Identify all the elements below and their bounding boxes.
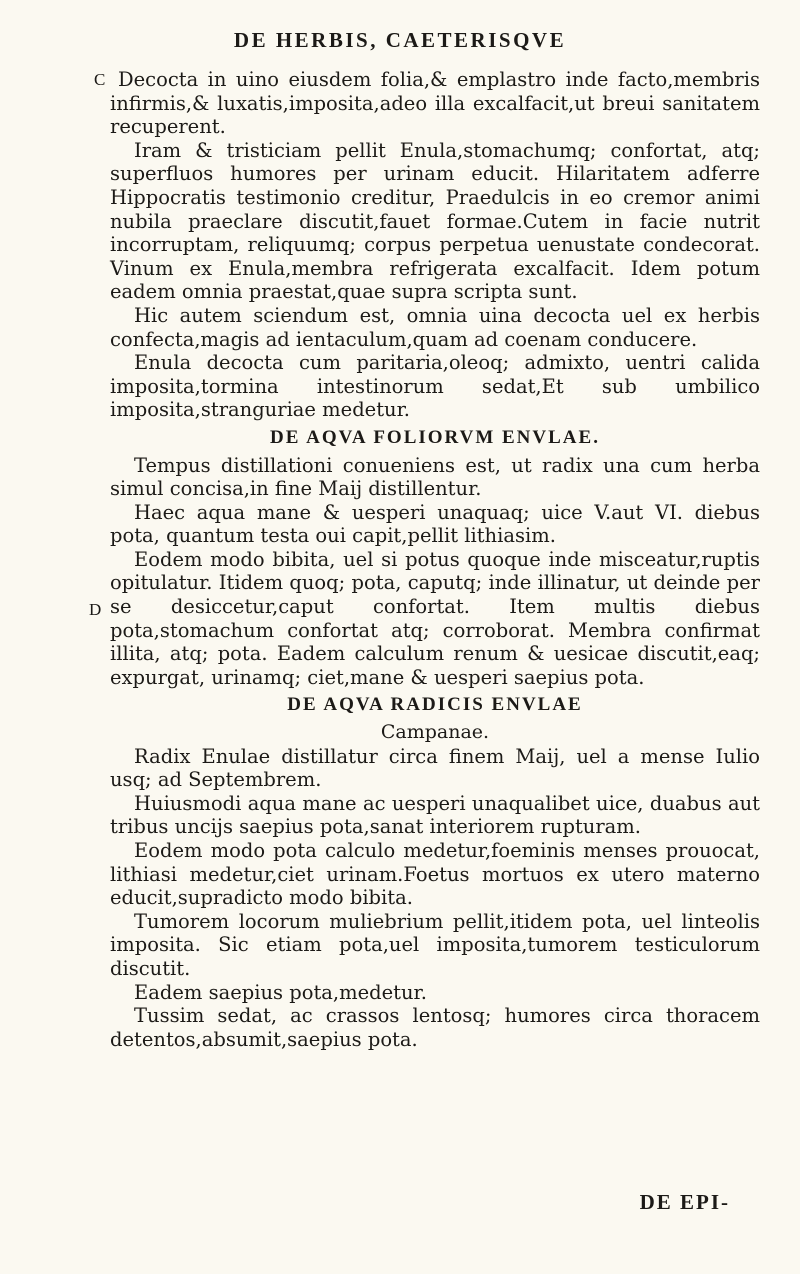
paragraph: Tussim sedat, ac crassos lentosq; humores circa thoracem detentos,absumit,saepius pota. xyxy=(110,1004,760,1051)
paragraph: Haec aqua mane & uesperi unaquaq; uice V.aut VI. diebus pota, quantum testa oui capit,pellit lithiasim. xyxy=(110,500,760,548)
margin-letter-c: C xyxy=(94,70,106,89)
paragraph: Tempus distillationi conueniens est, ut radix una cum herba simul concisa,in fine Maij distillentur. xyxy=(110,453,760,501)
section-heading: DE AQVA RADICIS ENVLAE xyxy=(287,694,583,716)
paragraph: Tumorem locorum muliebrium pellit,itidem pota, uel linteolis imposita. Sic etiam pota,uel imposita,tumorem testiculorum discutit. xyxy=(110,909,760,980)
paragraph: Huiusmodi aqua mane ac uesperi unaqualibet uice, duabus aut tribus uncijs saepius pota,sanat interiorem rupturam. xyxy=(110,791,760,839)
paragraph: Eodem modo bibita, uel si potus quoque inde misceatur,ruptis opitulatur. Itidem quoq; pota, caputq; inde illinatur, ut deinde per se desiccetur,caput confortat. Item multis diebus pota,stomachum confortat atq; corroborat. Membra confirmat illita, atq; pota. Eadem calculum renum & uesicae discutit,eaq; expurgat, urinamq; ciet,mane & uesperi saepius pota. xyxy=(110,547,760,689)
paragraph: Eodem modo pota calculo medetur,foeminis menses prouocat, lithiasi medetur,ciet urinam.Foetus mortuos ex utero materno educit,supradicto modo bibita. xyxy=(110,839,760,910)
catchword: DE EPI- xyxy=(639,1190,730,1214)
section-subheading: Campanae. xyxy=(380,721,490,744)
body-text xyxy=(110,68,760,1051)
paragraph: Eadem saepius pota,medetur. xyxy=(134,980,427,1004)
paragraph: Radix Enulae distillatur circa finem Maij, uel a mense Iulio usq; ad Septembrem. xyxy=(110,744,760,792)
section-heading: DE AQVA FOLIORVM ENVLAE. xyxy=(270,426,600,448)
paragraph: Hic autem sciendum est, omnia uina decocta uel ex herbis confecta,magis ad ientaculum,quam ad coenam conducere. xyxy=(110,303,760,351)
paragraph: Iram & tristiciam pellit Enula,stomachumq; confortat, atq; superfluos humores per urinam educit. Hilaritatem adferre Hippocratis testimonio creditur, Praedulcis in eo cremor animi nubila praeclare discutit,fauet formae.Cutem in facie nutrit incorruptam, reliquumq; corpus perpetua uenustate condecorat. Vinum ex Enula,membra refrigerata excalfacit. Idem potum eadem omnia praestat,quae supra scripta sunt. xyxy=(110,138,760,304)
running-header: DE HERBIS, CAETERISQVE xyxy=(233,28,567,52)
paragraph: Decocta in uino eiusdem folia,& emplastro inde facto,membris infirmis,& luxatis,imposita,adeo illa excalfacit,ut breui sanitatem recuperent. xyxy=(110,68,760,139)
paragraph: Enula decocta cum paritaria,oleoq; admixto, uentri calida imposita,tormina intestinorum sedat,Et sub umbilico imposita,stranguriae medetur. xyxy=(110,351,760,422)
margin-letter-d: D xyxy=(89,600,102,619)
